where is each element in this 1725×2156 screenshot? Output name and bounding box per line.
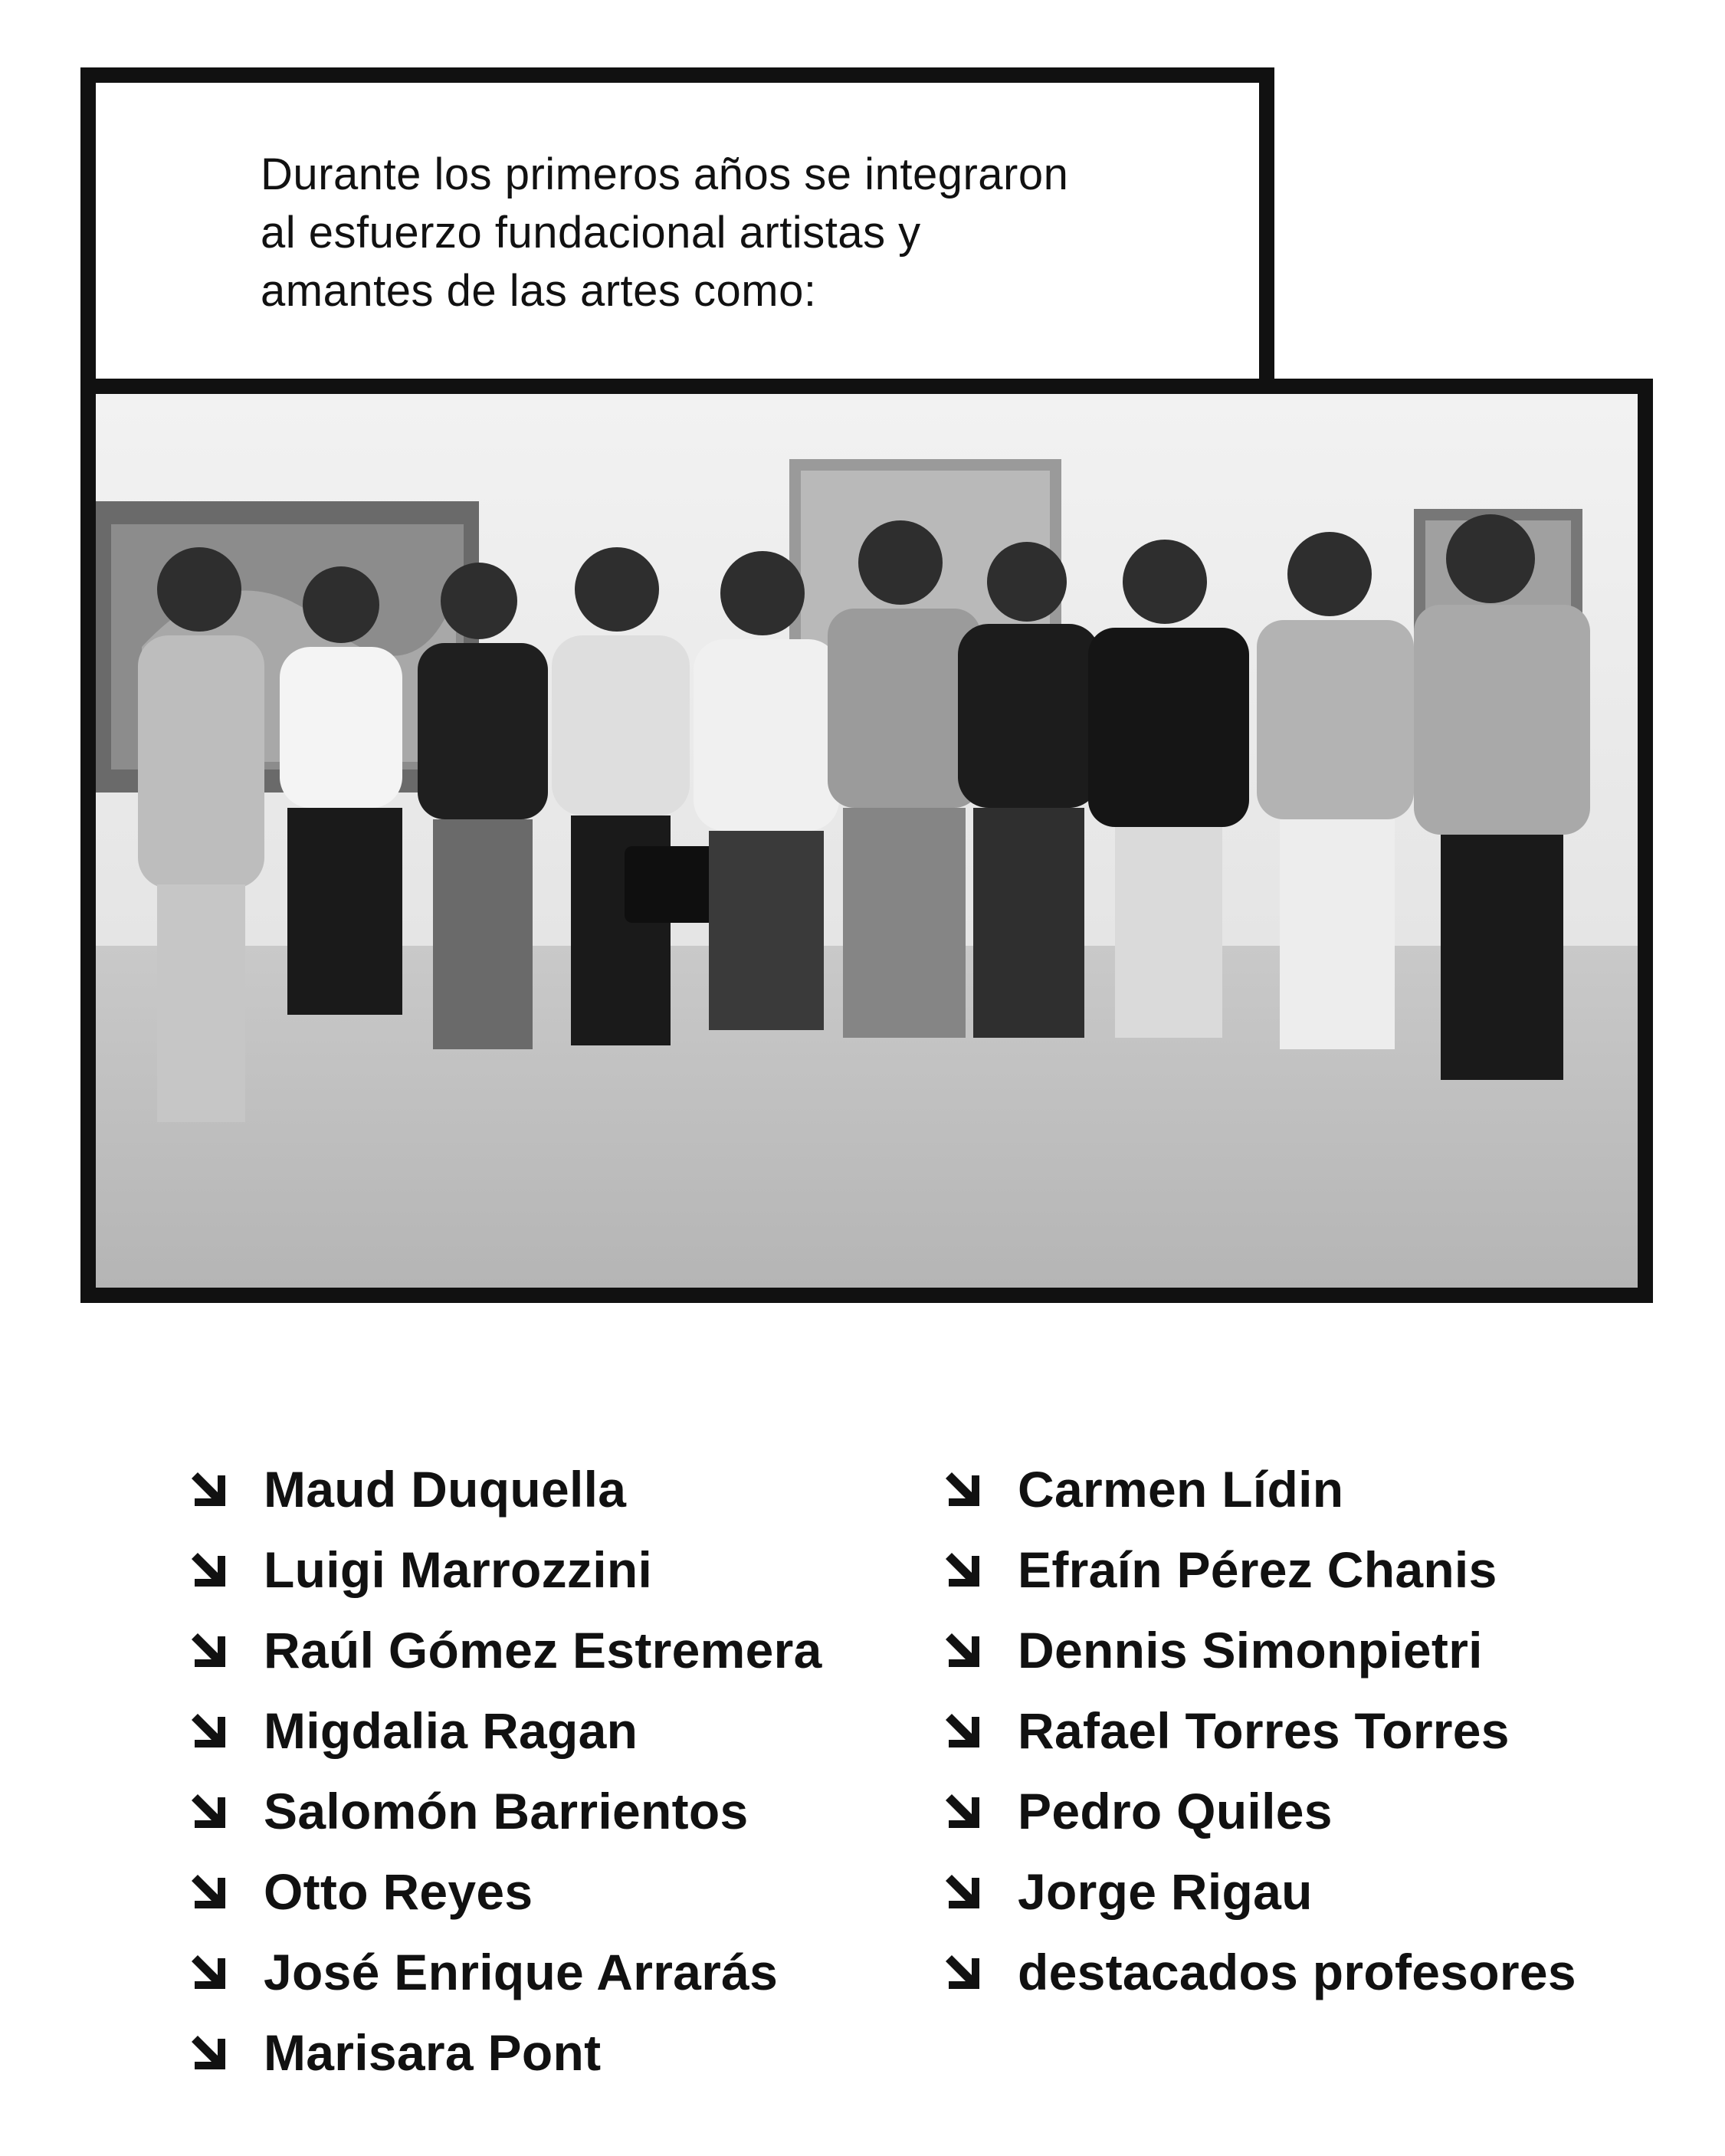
arrow-down-right-icon xyxy=(187,2031,230,2074)
arrow-down-right-icon xyxy=(941,1468,984,1511)
name-label: Dennis Simonpietri xyxy=(1018,1621,1483,1679)
name-label: Carmen Lídin xyxy=(1018,1460,1344,1518)
arrow-down-right-icon xyxy=(941,1951,984,1994)
name-label: Marisara Pont xyxy=(264,2023,602,2081)
list-item xyxy=(187,1610,822,1690)
group-photo-image xyxy=(96,394,1638,1288)
name-label: Otto Reyes xyxy=(264,1862,533,1920)
name-label: Migdalia Ragan xyxy=(264,1702,638,1759)
name-label: Maud Duquella xyxy=(264,1460,627,1518)
list-item xyxy=(941,1690,1576,1770)
list-item xyxy=(941,1851,1576,1931)
list-item xyxy=(187,1931,822,2012)
list-item xyxy=(941,1449,1576,1529)
group-photo xyxy=(80,379,1653,1303)
name-label: Salomón Barrientos xyxy=(264,1782,749,1839)
names-list-left xyxy=(187,1449,822,2092)
names-list-right xyxy=(941,1449,1576,2012)
arrow-down-right-icon xyxy=(187,1709,230,1752)
name-label: Luigi Marrozzini xyxy=(264,1541,653,1598)
list-item xyxy=(187,1449,822,1529)
list-item xyxy=(187,2012,822,2092)
arrow-down-right-icon xyxy=(941,1870,984,1913)
list-item xyxy=(187,1851,822,1931)
arrow-down-right-icon xyxy=(187,1870,230,1913)
list-item xyxy=(941,1529,1576,1610)
arrow-down-right-icon xyxy=(187,1629,230,1672)
list-item xyxy=(187,1690,822,1770)
arrow-down-right-icon xyxy=(187,1548,230,1591)
arrow-down-right-icon xyxy=(941,1790,984,1833)
arrow-down-right-icon xyxy=(941,1548,984,1591)
list-item xyxy=(941,1610,1576,1690)
list-item xyxy=(187,1770,822,1851)
name-label: Efraín Pérez Chanis xyxy=(1018,1541,1497,1598)
list-item xyxy=(941,1931,1576,2012)
name-label: Jorge Rigau xyxy=(1018,1862,1313,1920)
name-label: destacados profesores xyxy=(1018,1943,1576,2000)
arrow-down-right-icon xyxy=(941,1629,984,1672)
intro-text: Durante los primeros años se integraron al esfuerzo fundacional artistas y amantes de las artes como: xyxy=(261,149,1069,316)
name-label: José Enrique Arrarás xyxy=(264,1943,779,2000)
arrow-down-right-icon xyxy=(187,1790,230,1833)
list-item xyxy=(187,1529,822,1610)
arrow-down-right-icon xyxy=(941,1709,984,1752)
name-label: Pedro Quiles xyxy=(1018,1782,1333,1839)
arrow-down-right-icon xyxy=(187,1468,230,1511)
name-label: Rafael Torres Torres xyxy=(1018,1702,1510,1759)
name-label: Raúl Gómez Estremera xyxy=(264,1621,822,1679)
arrow-down-right-icon xyxy=(187,1951,230,1994)
list-item xyxy=(941,1770,1576,1851)
